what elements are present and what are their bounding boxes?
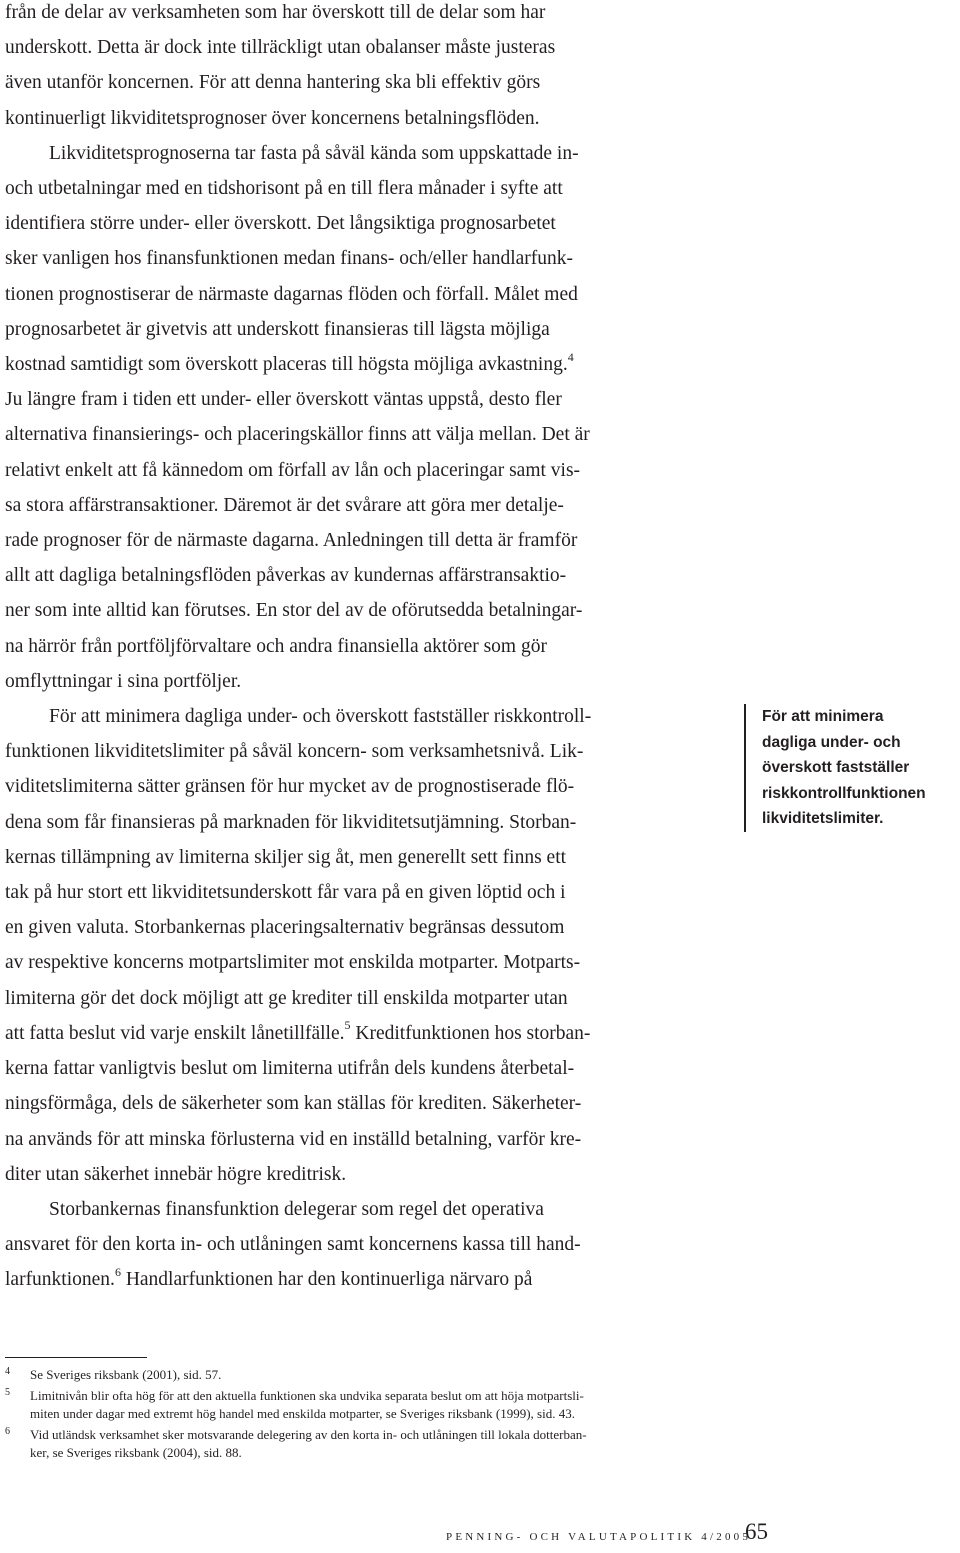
page-number: 65 — [745, 1519, 768, 1544]
text-line: Ju längre fram i tiden ett under- eller överskott väntas uppstå, desto fler — [5, 389, 562, 411]
text-line: diter utan säkerhet innebär högre kreditrisk. — [5, 1163, 347, 1185]
text-line: sker vanligen hos finansfunktionen medan finans- och/eller handlarfunk- — [5, 248, 574, 270]
text-line: ningsförmåga, dels de säkerheter som kan ställas för krediten. Säkerheter- — [5, 1093, 582, 1115]
text-segment: att fatta beslut vid varje enskilt lånetillfälle. — [5, 1022, 345, 1044]
text-line: kontinuerligt likviditetsprognoser över koncernens betalningsflöden. — [5, 107, 540, 129]
text-segment: Handlarfunktionen har den kontinuerliga närvaro på — [120, 1269, 533, 1291]
footnote-line: Vid utländsk verksamhet sker motsvarande delegering av den korta in- och utlåningen till lokala dotterban- — [30, 1427, 587, 1442]
margin-note-line: För att minimera — [762, 708, 884, 725]
footnote-6 — [5, 1426, 725, 1462]
text-line: kerna fattar vanligtvis beslut om limiterna utifrån dels kundens återbetal- — [5, 1058, 575, 1080]
paragraph-3 — [5, 699, 723, 1192]
text-segment: Kreditfunktionen hos storban- — [350, 1022, 591, 1044]
paragraph-4 — [5, 1192, 723, 1298]
footnote-5 — [5, 1387, 725, 1423]
text-line: tak på hur stort ett likviditetsunderskott får vara på en given löptid och i — [5, 882, 566, 904]
text-line: även utanför koncernen. För att denna hantering ska bli effektiv görs — [5, 72, 541, 94]
margin-note-line: dagliga under- och — [762, 733, 901, 751]
text-segment: kostnad samtidigt som överskott placeras till högsta möjliga avkastning. — [5, 354, 568, 376]
footnote-4 — [5, 1366, 725, 1384]
text-line: underskott. Detta är dock inte tillräckligt utan obalanser måste justeras — [5, 37, 556, 59]
footnotes — [5, 1366, 725, 1465]
text-line: ner som inte alltid kan förutses. En stor del av de oförutsedda betalningar- — [5, 600, 583, 622]
footnote-line: Limitnivån blir ofta hög för att den aktuella funktionen ska undvika separata beslut om att höja motpartsli- — [30, 1388, 584, 1403]
text-line: För att minimera dagliga under- och överskott fastställer riskkontroll- — [49, 706, 592, 728]
text-line: viditetslimiterna sätter gränsen för hur mycket av de prognostiserade flö- — [5, 776, 575, 798]
margin-note-line: riskkontrollfunktionen — [762, 784, 926, 802]
margin-note-line: likviditetslimiter. — [762, 810, 884, 827]
footnote-divider — [5, 1357, 147, 1358]
text-line: av respektive koncerns motpartslimiter mot enskilda motparter. Motparts- — [5, 952, 581, 974]
text-line: och utbetalningar med en tidshorisont på en till flera månader i syfte att — [5, 178, 563, 200]
main-text — [5, 0, 723, 1298]
footnote-number: 5 — [5, 1387, 10, 1398]
text-line: Likviditetsprognoserna tar fasta på såväl kända som uppskattade in- — [49, 142, 579, 164]
text-line: Storbankernas finansfunktion delegerar som regel det operativa — [49, 1198, 544, 1220]
text-line: relativt enkelt att få kännedom om förfall av lån och placeringar samt vis- — [5, 459, 581, 481]
footnote-number: 4 — [5, 1366, 10, 1377]
text-line: prognosarbetet är givetvis att underskott finansieras till lägsta möjliga — [5, 318, 550, 340]
footnote-ref-6[interactable]: 6 — [114, 1264, 121, 1279]
margin-note — [744, 704, 960, 832]
text-line: omflyttningar i sina portföljer. — [5, 670, 242, 692]
text-line: från de delar av verksamheten som har överskott till de delar som har — [5, 2, 546, 23]
text-line: rade prognoser för de närmaste dagarna. Anledningen till detta är framför — [5, 530, 578, 552]
text-line: dena som får finansieras på marknaden för likviditetsutjämning. Storban- — [5, 811, 577, 833]
text-line: na används för att minska förlusterna vid en inställd betalning, varför kre- — [5, 1128, 582, 1150]
footnote-text — [30, 1366, 221, 1384]
footnote-text — [30, 1426, 587, 1462]
footnote-line: Se Sveriges riksbank (2001), sid. 57. — [30, 1367, 222, 1382]
text-line: ansvaret för den korta in- och utlåningen samt koncernens kassa till hand- — [5, 1234, 581, 1256]
text-line: sa stora affärstransaktioner. Däremot är det svårare att göra mer detalje- — [5, 494, 564, 516]
text-line: na härrör från portföljförvaltare och andra finansiella aktörer som gör — [5, 635, 547, 657]
footnote-text — [30, 1387, 584, 1423]
footnote-ref-5[interactable]: 5 — [344, 1018, 351, 1033]
text-line: limiterna gör det dock möjligt att ge krediter till enskilda motparter utan — [5, 987, 568, 1009]
paragraph-2 — [5, 136, 723, 699]
text-line: tionen prognostiserar de närmaste dagarnas flöden och förfall. Målet med — [5, 283, 578, 305]
paragraph-1 — [5, 0, 723, 136]
text-line: en given valuta. Storbankernas placeringsalternativ begränsas dessutom — [5, 917, 565, 939]
text-line: allt att dagliga betalningsflöden påverkas av kundernas affärstransaktio- — [5, 565, 567, 587]
footnote-line: miten under dagar med extremt hög handel med enskilda motparter, se Sveriges riksbank (1999), sid. 43. — [30, 1406, 575, 1421]
footnote-line: ker, se Sveriges riksbank (2004), sid. 88. — [30, 1445, 242, 1460]
text-segment: larfunktionen. — [5, 1269, 115, 1291]
margin-note-line: överskott fastställer — [762, 759, 910, 776]
text-line: alternativa finansierings- och placeringskällor finns att välja mellan. Det är — [5, 424, 590, 446]
footnote-ref-4[interactable]: 4 — [567, 349, 574, 364]
text-line: funktionen likviditetslimiter på såväl koncern- som verksamhetsnivå. Lik- — [5, 741, 584, 763]
text-line — [5, 1016, 723, 1051]
footnote-number: 6 — [5, 1426, 10, 1437]
text-line: identifiera större under- eller överskott. Det långsiktiga prognosarbetet — [5, 213, 556, 235]
text-line — [5, 1262, 723, 1297]
text-line — [5, 347, 723, 382]
text-line: kernas tillämpning av limiterna skiljer sig åt, men generellt sett finns ett — [5, 846, 567, 868]
running-footer-title: PENNING- OCH VALUTAPOLITIK 4/2005 — [446, 1531, 752, 1543]
